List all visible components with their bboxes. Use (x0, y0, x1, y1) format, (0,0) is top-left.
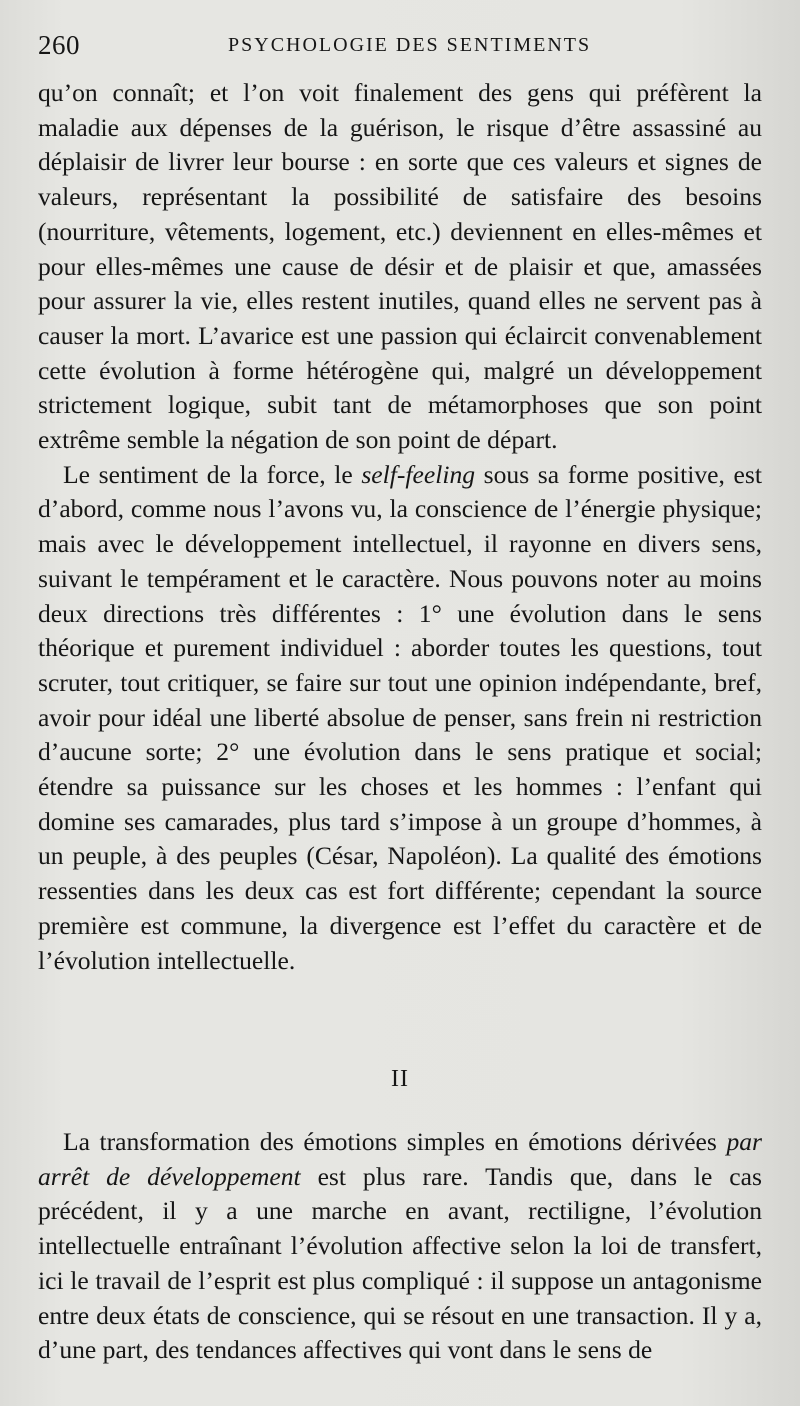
page-number: 260 (38, 30, 80, 60)
paragraph-3-start: La transformation des émotions simples en émotions dérivées (63, 1127, 727, 1156)
paragraph-1: qu’on connaît; et l’on voit finalement des gens qui préfèrent la maladie aux dépenses de la guérison, le risque d’être assassiné au déplaisir de livrer leur bourse : en sorte que ces valeurs et signes de valeurs, représentant la possibilité de satisfaire des besoins (nourriture, vêtements, logement, etc.) deviennent en elles-mêmes et pour elles-mêmes une cause de désir et de plaisir et que, amassées pour assurer la vie, elles restent inutiles, quand elles ne servent pas à causer la mort. L’avarice est une passion qui éclaircit convenablement cette évolution à forme hétérogène qui, malgré un développement strictement logique, subit tant de métamorphoses que son point extrême semble la négation de son point de départ. (38, 78, 762, 455)
section-heading: II (391, 1066, 409, 1092)
paragraph-3-italic: par arrêt de développement (38, 1127, 762, 1191)
running-title: PSYCHOLOGIE DES SENTIMENTS (228, 34, 592, 56)
section-text (38, 1125, 762, 1368)
main-text (38, 76, 762, 978)
page-header (38, 30, 760, 70)
paragraph-2-italic: self-feeling (361, 459, 476, 489)
paragraph-2-start: Le sentiment de la force, le (63, 459, 362, 489)
paragraph-3-rest: est plus rare. Tandis que, dans le cas précédent, il y a une marche en avant, rectiligne, l’évolution intellectuelle entraînant l’évolution affective selon la loi de transfert, ici le travail de l’esprit est plus compliqué : il suppose un antagonisme entre deux états de conscience, qui se résout en une transaction. Il y a, d’une part, des tendances affectives qui vont dans le sens de (38, 1161, 762, 1365)
paragraph-3 (38, 1125, 762, 1368)
paragraph-2-rest: sous sa forme positive, est d’abord, comme nous l’avons vu, la conscience de l’énergie physique; mais avec le développement intellectuel, il rayonne en divers sens, suivant le tempérament et le caractère. Nous pouvons noter au moins deux directions très différentes : 1° une évolution dans le sens théorique et purement individuel : aborder toutes les questions, tout scruter, tout critiquer, se faire sur tout une opinion indépendante, bref, avoir pour idéal une liberté absolue de penser, sans frein ni restriction d’aucune sorte; 2° une évolution dans le sens pratique et social; étendre sa puissance sur les choses et les hommes : l’enfant qui domine ses camarades, plus tard s’impose à un groupe d’hommes, à un peuple, à des peuples (César, Napoléon). La qualité des émotions ressenties dans les deux cas est fort différente; cependant la source première est commune, la divergence est l’effet du caractère et de l’évolution intellectuelle. (38, 459, 762, 975)
paragraph-2 (38, 458, 762, 979)
